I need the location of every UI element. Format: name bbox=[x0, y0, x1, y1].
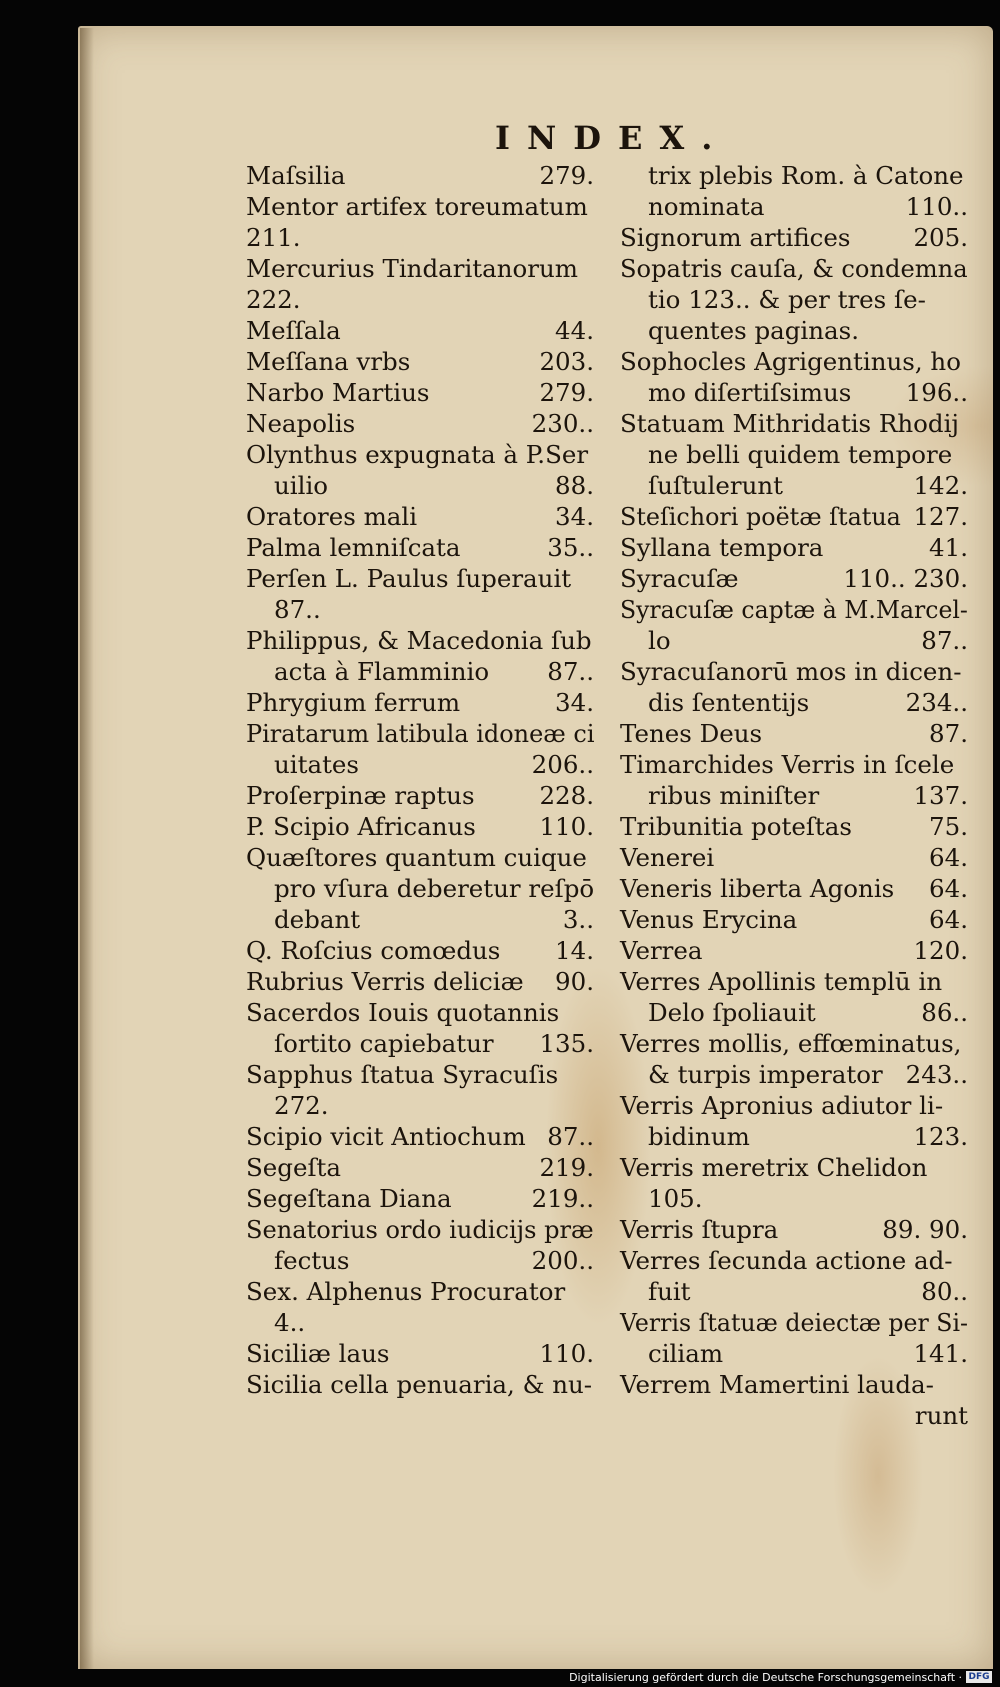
entry-text: lo bbox=[648, 626, 671, 655]
index-entry bbox=[620, 1028, 968, 1059]
index-entry bbox=[620, 718, 968, 749]
index-entry bbox=[246, 1338, 594, 1369]
footer-credit bbox=[569, 1669, 992, 1685]
entry-text: uitates bbox=[274, 750, 359, 779]
index-entry bbox=[620, 966, 968, 997]
index-entry bbox=[246, 439, 594, 470]
index-entry bbox=[620, 1152, 968, 1183]
entry-page-number: 64. bbox=[929, 874, 968, 903]
entry-text: Sapphus ſtatua Syracuſis bbox=[246, 1060, 559, 1089]
entry-page-number: 80.. bbox=[921, 1277, 968, 1306]
index-entry bbox=[246, 718, 594, 749]
entry-text: ribus miniſter bbox=[648, 781, 820, 810]
entry-text: Piratarum latibula idoneæ ci bbox=[246, 719, 595, 748]
entry-text: Verres mollis, effœminatus, bbox=[620, 1029, 962, 1058]
entry-page-number: 44. bbox=[555, 316, 594, 345]
index-column-left bbox=[246, 160, 594, 1400]
index-entry bbox=[246, 1307, 594, 1338]
entry-page-number: 243.. bbox=[905, 1060, 968, 1089]
entry-text: Sophocles Agrigentinus, ho bbox=[620, 347, 961, 376]
entry-text: Scipio vicit Antiochum bbox=[246, 1122, 526, 1151]
index-entry bbox=[620, 1245, 968, 1276]
index-entry bbox=[620, 935, 968, 966]
entry-text: tio 123.. & per tres ſe- bbox=[648, 285, 926, 314]
index-column-right bbox=[620, 160, 968, 1431]
index-entry bbox=[246, 284, 594, 315]
index-entry bbox=[620, 1121, 968, 1152]
entry-text: Q. Roſcius comœdus bbox=[246, 936, 501, 965]
entry-text: Verris ſtatuæ deiectæ per Si- bbox=[620, 1308, 969, 1337]
index-entry bbox=[246, 470, 594, 501]
index-entry bbox=[246, 377, 594, 408]
entry-text: 211. bbox=[246, 223, 301, 252]
entry-page-number: 127. bbox=[913, 502, 968, 531]
entry-page-number: 89. 90. bbox=[882, 1215, 968, 1244]
index-entry bbox=[620, 563, 968, 594]
index-entry bbox=[246, 749, 594, 780]
entry-page-number: 88. bbox=[555, 471, 594, 500]
entry-page-number: 3.. bbox=[562, 905, 594, 934]
index-entry bbox=[246, 1276, 594, 1307]
index-entry bbox=[620, 532, 968, 563]
index-entry bbox=[620, 625, 968, 656]
index-entry bbox=[620, 687, 968, 718]
entry-page-number: 203. bbox=[539, 347, 594, 376]
index-entry bbox=[620, 377, 968, 408]
entry-text: acta à Flamminio bbox=[274, 657, 490, 686]
entry-page-number: 14. bbox=[555, 936, 594, 965]
entry-text: Syracuſæ bbox=[620, 564, 739, 593]
entry-text: Verrea bbox=[620, 936, 703, 965]
index-entry bbox=[246, 842, 594, 873]
index-entry bbox=[620, 780, 968, 811]
index-entry bbox=[620, 222, 968, 253]
entry-text: Signorum artifices bbox=[620, 223, 851, 252]
entry-page-number: 279. bbox=[539, 161, 594, 190]
entry-text: P. Scipio Africanus bbox=[246, 812, 476, 841]
entry-page-number: 87.. bbox=[547, 1122, 594, 1151]
entry-page-number: 35.. bbox=[547, 533, 594, 562]
entry-text: Meſſala bbox=[246, 316, 341, 345]
index-entry bbox=[246, 1214, 594, 1245]
entry-text: Palma lemniſcata bbox=[246, 533, 461, 562]
index-entry bbox=[246, 935, 594, 966]
entry-text: Perſen L. Paulus ſuperauit bbox=[246, 564, 572, 593]
entry-text: Mentor artifex toreumatum bbox=[246, 192, 588, 221]
index-entry bbox=[620, 749, 968, 780]
entry-text: Sicilia cella penuaria, & nu- bbox=[246, 1370, 593, 1399]
index-entry bbox=[620, 1183, 968, 1214]
index-entry bbox=[246, 997, 594, 1028]
entry-text: Senatorius ordo iudicijs præ bbox=[246, 1215, 594, 1244]
index-entry bbox=[620, 1400, 968, 1431]
entry-text: mo diſertiſsimus bbox=[648, 378, 852, 407]
index-entry bbox=[246, 346, 594, 377]
entry-text: quentes paginas. bbox=[648, 316, 860, 345]
entry-text: nominata bbox=[648, 192, 765, 221]
entry-text: Sopatris cauſa, & condemna bbox=[620, 254, 968, 283]
index-entry bbox=[620, 1090, 968, 1121]
index-entry bbox=[620, 1059, 968, 1090]
entry-page-number: 234.. bbox=[905, 688, 968, 717]
entry-page-number: 205. bbox=[913, 223, 968, 252]
index-entry bbox=[246, 532, 594, 563]
index-entry bbox=[620, 1338, 968, 1369]
index-entry bbox=[246, 873, 594, 904]
index-entry bbox=[246, 222, 594, 253]
entry-text: fectus bbox=[274, 1246, 350, 1275]
index-entry bbox=[246, 1090, 594, 1121]
entry-text: Tenes Deus bbox=[620, 719, 763, 748]
index-entry bbox=[620, 408, 968, 439]
footer-text: Digitalisierung gefördert durch die Deutsche Forschungsgemeinschaft · bbox=[569, 1670, 962, 1684]
index-entry bbox=[246, 1059, 594, 1090]
entry-page-number: 110. bbox=[539, 812, 594, 841]
entry-text: Verres ſecunda actione ad- bbox=[620, 1246, 953, 1275]
index-entry bbox=[246, 687, 594, 718]
entry-page-number: 64. bbox=[929, 905, 968, 934]
index-entry bbox=[620, 873, 968, 904]
entry-text: fuit bbox=[648, 1277, 691, 1306]
entry-text: Meſſana vrbs bbox=[246, 347, 411, 376]
index-entry bbox=[620, 191, 968, 222]
entry-text: Venerei bbox=[620, 843, 715, 872]
entry-text: Syracuſæ captæ à M.Marcel- bbox=[620, 595, 968, 624]
entry-text: dis ſententijs bbox=[648, 688, 810, 717]
index-entry bbox=[620, 160, 968, 191]
index-entry bbox=[620, 284, 968, 315]
entry-text: debant bbox=[274, 905, 361, 934]
page-gutter-shadow bbox=[80, 28, 94, 1669]
entry-text: Phrygium ferrum bbox=[246, 688, 461, 717]
entry-text: & turpis imperator bbox=[648, 1060, 883, 1089]
entry-text: Syracuſanorū mos in dicen- bbox=[620, 657, 962, 686]
index-entry bbox=[620, 997, 968, 1028]
entry-page-number: 230.. bbox=[531, 409, 594, 438]
index-entry bbox=[246, 904, 594, 935]
index-entry bbox=[620, 1214, 968, 1245]
entry-text: Olynthus expugnata à P.Ser bbox=[246, 440, 589, 469]
entry-page-number: 123. bbox=[913, 1122, 968, 1151]
page-header: INDEX. bbox=[495, 119, 730, 157]
entry-page-number: 135. bbox=[539, 1029, 594, 1058]
entry-page-number: 141. bbox=[913, 1339, 968, 1368]
entry-page-number: 142. bbox=[913, 471, 968, 500]
entry-text: Statuam Mithridatis Rhodij bbox=[620, 409, 960, 438]
entry-text: ciliam bbox=[648, 1339, 724, 1368]
entry-text: Verres Apollinis templū in bbox=[620, 967, 943, 996]
index-entry bbox=[620, 253, 968, 284]
entry-page-number: 228. bbox=[539, 781, 594, 810]
entry-text: Sacerdos Iouis quotannis bbox=[246, 998, 560, 1027]
index-entry bbox=[246, 625, 594, 656]
entry-text: uilio bbox=[274, 471, 329, 500]
entry-text: Syllana tempora bbox=[620, 533, 824, 562]
index-entry bbox=[246, 656, 594, 687]
entry-text: 87.. bbox=[274, 595, 321, 624]
entry-page-number: 87. bbox=[929, 719, 968, 748]
entry-page-number: 200.. bbox=[531, 1246, 594, 1275]
index-entry bbox=[246, 1152, 594, 1183]
entry-text: Proſerpinæ raptus bbox=[246, 781, 475, 810]
index-entry bbox=[246, 1183, 594, 1214]
entry-text: Segeſta bbox=[246, 1153, 341, 1182]
index-entry bbox=[246, 780, 594, 811]
entry-text: Venus Erycina bbox=[620, 905, 798, 934]
entry-text: 105. bbox=[648, 1184, 703, 1213]
entry-page-number: 41. bbox=[929, 533, 968, 562]
index-entry bbox=[620, 904, 968, 935]
index-entry bbox=[620, 439, 968, 470]
entry-text: Verris ſtupra bbox=[620, 1215, 779, 1244]
index-entry bbox=[246, 1369, 594, 1400]
index-entry bbox=[246, 191, 594, 222]
entry-text: Delo ſpoliauit bbox=[648, 998, 816, 1027]
index-entry bbox=[246, 408, 594, 439]
index-entry bbox=[620, 842, 968, 873]
index-entry bbox=[620, 1369, 968, 1400]
entry-text: 222. bbox=[246, 285, 301, 314]
entry-page-number: 87.. bbox=[547, 657, 594, 686]
index-entry bbox=[620, 470, 968, 501]
index-entry bbox=[620, 811, 968, 842]
entry-text: Steſichori poëtæ ſtatua bbox=[620, 502, 901, 531]
entry-text: ſuſtulerunt bbox=[648, 471, 783, 500]
entry-page-number: 219.. bbox=[531, 1184, 594, 1213]
index-entry bbox=[620, 656, 968, 687]
index-entry bbox=[620, 501, 968, 532]
entry-text: Segeſtana Diana bbox=[246, 1184, 452, 1213]
index-entry bbox=[620, 1276, 968, 1307]
index-entry bbox=[246, 501, 594, 532]
index-entry bbox=[246, 966, 594, 997]
index-entry bbox=[620, 594, 968, 625]
entry-text: bidinum bbox=[648, 1122, 750, 1151]
entry-text: Maſsilia bbox=[246, 161, 346, 190]
entry-text: Verris Apronius adiutor li- bbox=[620, 1091, 944, 1120]
entry-text: Quæſtores quantum cuique bbox=[246, 843, 587, 872]
entry-text: Siciliæ laus bbox=[246, 1339, 390, 1368]
entry-page-number: 64. bbox=[929, 843, 968, 872]
entry-page-number: 120. bbox=[913, 936, 968, 965]
index-entry bbox=[246, 253, 594, 284]
index-entry bbox=[246, 594, 594, 625]
index-entry bbox=[246, 315, 594, 346]
entry-text: Mercurius Tindaritanorum bbox=[246, 254, 578, 283]
index-entry bbox=[246, 1028, 594, 1059]
entry-page-number: 219. bbox=[539, 1153, 594, 1182]
entry-page-number: 34. bbox=[555, 502, 594, 531]
index-entry bbox=[620, 1307, 968, 1338]
entry-page-number: 110.. 230. bbox=[843, 564, 968, 593]
entry-page-number: 87.. bbox=[921, 626, 968, 655]
entry-page-number: 206.. bbox=[531, 750, 594, 779]
entry-text: Neapolis bbox=[246, 409, 356, 438]
index-entry bbox=[620, 346, 968, 377]
entry-page-number: 110.. bbox=[905, 192, 968, 221]
entry-text: Narbo Martius bbox=[246, 378, 430, 407]
entry-page-number: 110. bbox=[539, 1339, 594, 1368]
entry-text: Verrem Mamertini lauda- bbox=[620, 1370, 934, 1399]
index-entry bbox=[246, 160, 594, 191]
index-entry bbox=[246, 811, 594, 842]
entry-page-number: runt bbox=[914, 1401, 968, 1430]
index-entry bbox=[620, 315, 968, 346]
entry-text: 4.. bbox=[274, 1308, 306, 1337]
entry-page-number: 90. bbox=[555, 967, 594, 996]
entry-text: ſortito capiebatur bbox=[274, 1029, 494, 1058]
dfg-logo: DFG bbox=[966, 1671, 992, 1683]
index-entry bbox=[246, 563, 594, 594]
entry-text: 272. bbox=[274, 1091, 329, 1120]
entry-text: Veneris liberta Agonis bbox=[620, 874, 895, 903]
entry-text: Rubrius Verris deliciæ bbox=[246, 967, 524, 996]
index-entry bbox=[246, 1245, 594, 1276]
entry-text: Sex. Alphenus Procurator bbox=[246, 1277, 566, 1306]
entry-text: pro vſura deberetur reſpō bbox=[274, 874, 595, 903]
entry-page-number: 34. bbox=[555, 688, 594, 717]
entry-page-number: 86.. bbox=[921, 998, 968, 1027]
entry-text: Philippus, & Macedonia ſub bbox=[246, 626, 592, 655]
entry-text: Verris meretrix Chelidon bbox=[620, 1153, 928, 1182]
entry-text: Tribunitia poteſtas bbox=[620, 812, 852, 841]
entry-text: Oratores mali bbox=[246, 502, 418, 531]
entry-page-number: 137. bbox=[913, 781, 968, 810]
entry-page-number: 196.. bbox=[905, 378, 968, 407]
entry-text: Timarchides Verris in ſcele bbox=[620, 750, 955, 779]
entry-page-number: 75. bbox=[929, 812, 968, 841]
entry-text: trix plebis Rom. à Catone bbox=[648, 161, 964, 190]
index-entry bbox=[246, 1121, 594, 1152]
entry-page-number: 279. bbox=[539, 378, 594, 407]
entry-text: ne belli quidem tempore bbox=[648, 440, 953, 469]
